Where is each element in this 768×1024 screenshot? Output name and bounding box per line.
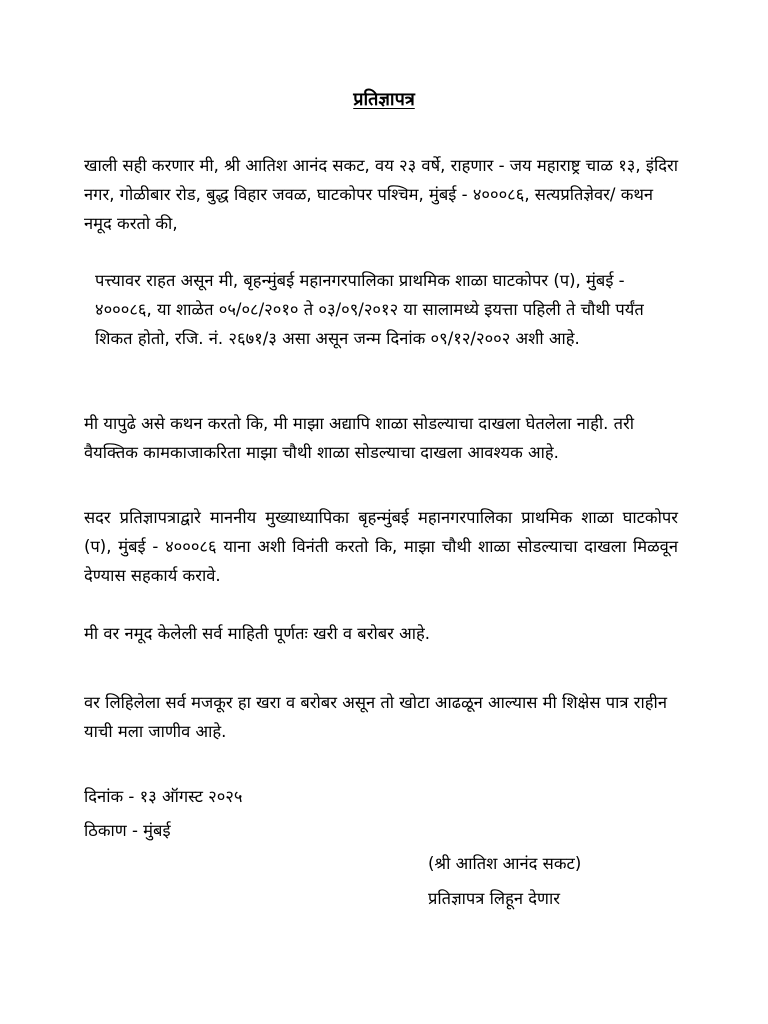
document-title: प्रतिज्ञापत्र xyxy=(353,89,415,110)
signatory-name: (श्री आतिश आनंद सकट) xyxy=(428,854,582,873)
paragraph-declarant-details: खाली सही करणार मी, श्री आतिश आनंद सकट, वय २३ वर्षे, राहणार - जय महाराष्ट्र चाळ १३, इंदिरा नगर, गोळीबार रोड, बुद्ध विहार जवळ, घाटकोपर पश्चिम, मुंबई - ४०००८६, सत्यप्रतिज्ञेवर/ कथन नमूद करतो की, xyxy=(84,156,679,233)
date-line: दिनांक - १३ ऑगस्ट २०२५ xyxy=(84,787,243,806)
place-line: ठिकाण - मुंबई xyxy=(84,821,171,840)
paragraph-penalty-awareness: वर लिहिलेला सर्व मजकूर हा खरा व बरोबर असून तो खोटा आढळून आल्यास मी शिक्षेस पात्र राहीन याची मला जाणीव आहे. xyxy=(84,693,667,741)
paragraph-truth-statement: मी वर नमूद केलेली सर्व माहिती पूर्णतः खरी व बरोबर आहे. xyxy=(84,624,431,643)
paragraph-request: सदर प्रतिज्ञापत्राद्वारे माननीय मुख्याध्यापिका बृहन्मुंबई महानगरपालिका प्राथमिक शाळा घाटकोपर (प), मुंबई - ४०००८६ याना अशी विनंती करतो कि, माझा चौथी शाळा सोडल्याचा दाखला मिळवून देण्यास सहकार्य करावे. xyxy=(84,508,678,585)
signatory-role: प्रतिज्ञापत्र लिहून देणार xyxy=(428,889,560,908)
paragraph-no-certificate: मी यापुढे असे कथन करतो कि, मी माझा अद्यापि शाळा सोडल्याचा दाखला घेतलेला नाही. तरी वैयक्तिक कामकाजाकरिता माझा चौथी शाळा सोडल्याचा दाखला आवश्यक आहे. xyxy=(84,414,635,462)
paragraph-school-details: पत्त्यावर राहत असून मी, बृहन्मुंबई महानगरपालिका प्राथमिक शाळा घाटकोपर (प), मुंबई - ४०००८६, या शाळेत ०५/०८/२०१० ते ०३/०९/२०१२ या सालामध्ये इयत्ता पहिली ते चौथी पर्यंत शिकत होतो, रजि. नं. २६७१/३ असा असून जन्म दिनांक ०९/१२/२००२ अशी आहे. xyxy=(95,271,644,348)
